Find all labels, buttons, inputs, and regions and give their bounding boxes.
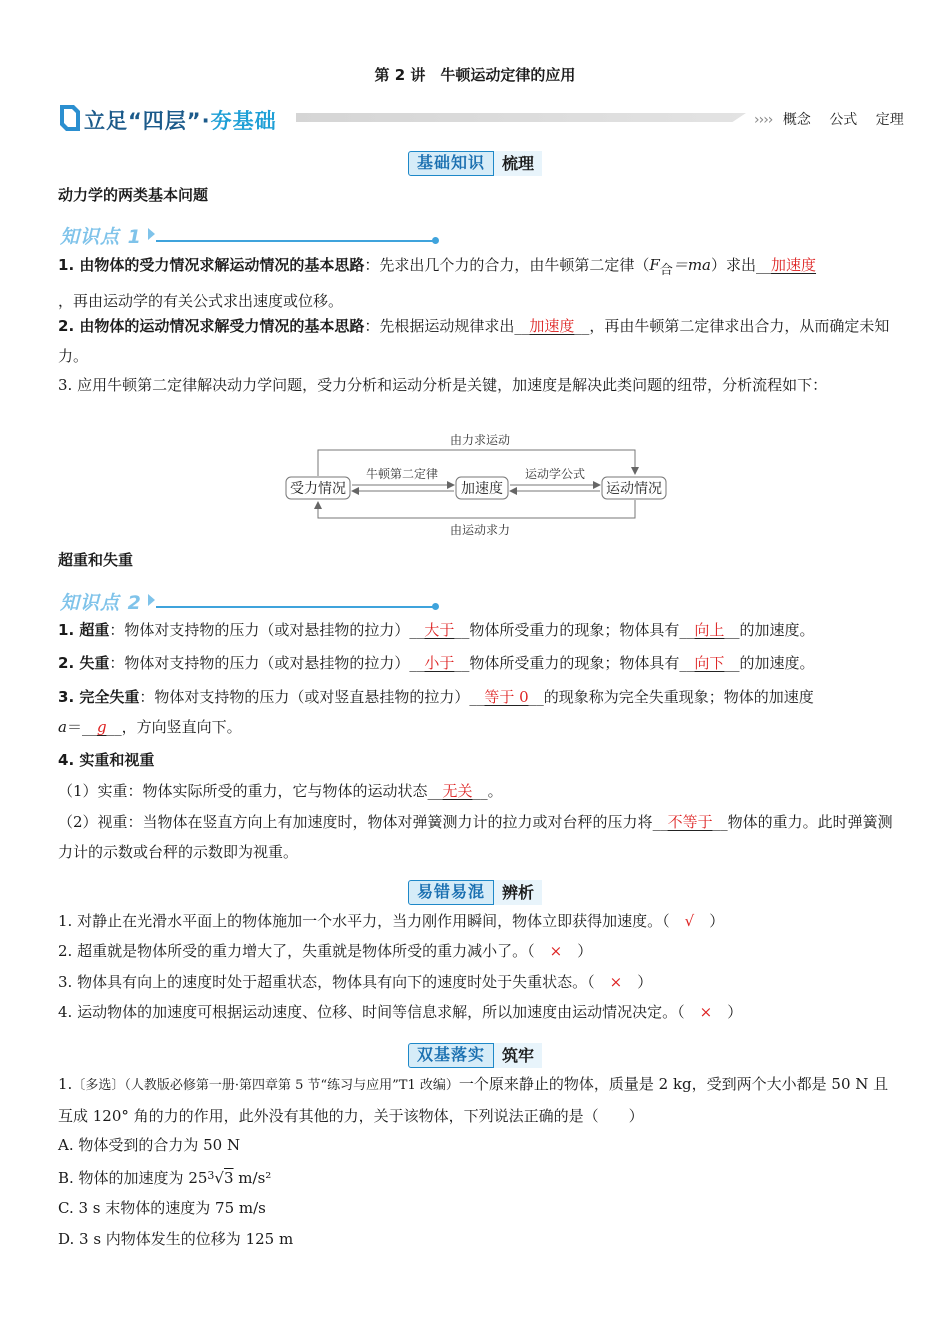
chevron-right-icon: ›››› [754, 112, 773, 128]
check-icon: √ [684, 912, 695, 930]
banner-corner-icon [58, 103, 82, 133]
cross-icon: × [549, 942, 563, 960]
banner-title [84, 105, 277, 135]
tag-concept: 概念 [782, 112, 811, 128]
section-errors-badge: 易错易混 辨析 [0, 880, 950, 905]
banner-title-highlight: 夯基础 [210, 109, 277, 133]
option-a: A. 物体受到的合力为 50 N [58, 1136, 241, 1154]
flow-arrow-kinematics: 运动学公式 [524, 467, 586, 481]
flow-top-label: 由力求运动 [449, 433, 511, 447]
cross-icon: × [699, 1003, 713, 1021]
paragraph-3: 3. 应用牛顿第二定律解决动力学问题，受力分析和运动分析是关键，加速度是解决此类问题的纽带，分析流程如下： [58, 376, 828, 394]
question-1: 1.〔多选〕（人教版必修第一册·第四章第 5 节“练习与应用”T1 改编）一个原来静止的物体，质量是 2 kg，受到两个大小都是 50 N 且互成 120° 角的力的作用，此外没有其他的力，关于该物体，下列说法正确的是（ ） [58, 1075, 889, 1125]
flow-diagram [280, 428, 680, 540]
section-basic-badge: 基础知识 梳理 [0, 151, 950, 176]
tag-theorem: 定理 [875, 112, 904, 128]
judge-item: 1. 对静止在光滑水平面上的物体施加一个水平力，当力刚作用瞬间，物体立即获得加速度。（ √ ） [58, 912, 725, 930]
flow-box-force: 受力情况 [290, 481, 346, 497]
underweight-line: 2. 失重：物体对支持物的压力（或对悬挂物的拉力）__小于__物体所受重力的现象；物体具有__向下__的加速度。 [58, 654, 815, 672]
triangle-right-icon [148, 594, 155, 606]
banner-title-main: 立足“四层”· [84, 109, 211, 133]
section-practice-badge: 双基落实 筑牢 [0, 1043, 950, 1068]
apparent-weight: （2）视重：当物体在竖直方向上有加速度时，物体对弹簧测力计的拉力或对台秤的压力将__不等于__物体的重力。此时弹簧测力计的示数或台秤的示数即为视重。 [58, 813, 893, 861]
question-source: （人教版必修第一册·第四章第 5 节“练习与应用”T1 改编） [124, 1078, 459, 1093]
knowledge-point-2: 知识点 2 [60, 588, 460, 612]
paragraph-1: 1. 由物体的受力情况求解运动情况的基本思路：先求出几个力的合力，由牛顿第二定律$(F_合=ma)$求出__加速度 ，再由运动学的有关公式求出速度或位移。 [58, 256, 817, 310]
real-weight: （1）实重：物体实际所受的重力，它与物体的运动状态__无关__。 [58, 782, 503, 800]
banner-tags [754, 109, 918, 129]
judge-item: 3. 物体具有向上的速度时处于超重状态，物体具有向下的速度时处于失重状态。（ × ） [58, 973, 653, 991]
judge-item: 2. 超重就是物体所受的重力增大了，失重就是物体所受的重力减小了。（ × ） [58, 942, 593, 960]
flow-bottom-label: 由运动求力 [449, 523, 511, 537]
flow-arrow-newton: 牛顿第二定律 [365, 467, 439, 481]
blank-answer: 加速度 [529, 317, 575, 335]
knowledge-point-1: 知识点 1 [60, 222, 460, 246]
complete-weightlessness: 3. 完全失重：物体对支持物的压力（或对竖直悬挂物的拉力）__等于 0__的现象称为完全失重现象；物体的加速度 a＝__g__，方向竖直向下。 [58, 688, 814, 736]
paragraph-2: 2. 由物体的运动情况求解受力情况的基本思路：先根据运动规律求出__加速度__，再由牛顿第二定律求出合力，从而确定未知力。 [58, 317, 890, 365]
overweight-line: 1. 超重：物体对支持物的压力（或对悬挂物的拉力）__大于__物体所受重力的现象；物体具有__向上__的加速度。 [58, 621, 815, 639]
banner-divider-bar [296, 113, 746, 122]
cross-icon: × [609, 973, 623, 991]
option-d: D. 3 s 内物体发生的位移为 125 m [58, 1230, 294, 1248]
option-b: B. 物体的加速度为 $25^3√3$ m/s² [58, 1169, 272, 1187]
heading-dynamics: 动力学的两类基本问题 [58, 186, 209, 204]
judge-item: 4. 运动物体的加速度可根据运动速度、位移、时间等信息求解，所以加速度由运动情况决定。（ × ） [58, 1003, 743, 1021]
flow-box-motion: 运动情况 [606, 481, 662, 497]
heading-weight: 超重和失重 [58, 551, 134, 569]
real-apparent-weight-heading: 4. 实重和视重 [58, 751, 155, 769]
tag-formula: 公式 [829, 112, 858, 128]
multi-select-tag: 〔多选〕 [72, 1078, 125, 1093]
cube-root-icon: 3 [207, 1169, 215, 1182]
flow-box-acceleration: 加速度 [461, 481, 503, 497]
option-c: C. 3 s 末物体的速度为 75 m/s [58, 1199, 266, 1217]
page-title: 第 2 讲 牛顿运动定律的应用 [374, 66, 576, 84]
blank-answer: 加速度 [771, 256, 817, 274]
chapter-banner [58, 101, 904, 135]
triangle-right-icon [148, 228, 155, 240]
